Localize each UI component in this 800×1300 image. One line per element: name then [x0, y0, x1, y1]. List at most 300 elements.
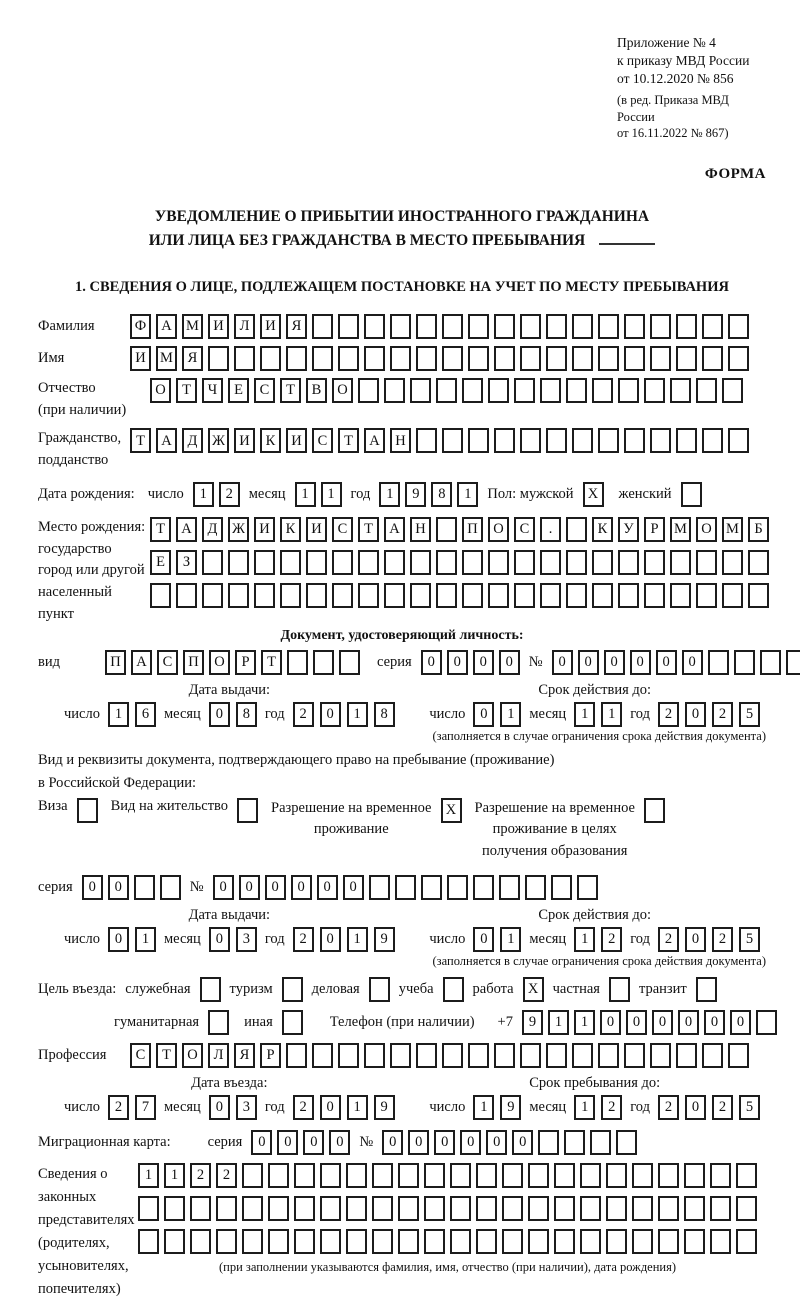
- form-cell[interactable]: [254, 550, 275, 575]
- form-cell[interactable]: 0: [678, 1010, 699, 1035]
- form-cell[interactable]: 2: [293, 1095, 314, 1120]
- form-cell[interactable]: 0: [209, 702, 230, 727]
- form-cell[interactable]: [369, 875, 390, 900]
- form-cell[interactable]: 1: [574, 927, 595, 952]
- form-cell[interactable]: [282, 1010, 303, 1035]
- form-cell[interactable]: Т: [130, 428, 151, 453]
- form-cell[interactable]: Ж: [228, 517, 249, 542]
- form-cell[interactable]: 0: [209, 1095, 230, 1120]
- form-cell[interactable]: [618, 550, 639, 575]
- form-cell[interactable]: И: [208, 314, 229, 339]
- form-cell[interactable]: У: [618, 517, 639, 542]
- form-cell[interactable]: [306, 550, 327, 575]
- form-cell[interactable]: И: [130, 346, 151, 371]
- form-cell[interactable]: 9: [405, 482, 426, 507]
- form-cell[interactable]: [670, 378, 691, 403]
- form-cell[interactable]: X: [523, 977, 544, 1002]
- form-cell[interactable]: [702, 346, 723, 371]
- form-cell[interactable]: 2: [658, 1095, 679, 1120]
- form-cell[interactable]: [632, 1163, 653, 1188]
- form-cell[interactable]: 0: [473, 702, 494, 727]
- form-cell[interactable]: [538, 1130, 559, 1155]
- form-cell[interactable]: [410, 583, 431, 608]
- form-cell[interactable]: [650, 314, 671, 339]
- form-cell[interactable]: 0: [320, 702, 341, 727]
- form-cell[interactable]: [442, 428, 463, 453]
- form-cell[interactable]: 7: [135, 1095, 156, 1120]
- form-cell[interactable]: [696, 550, 717, 575]
- form-cell[interactable]: [658, 1229, 679, 1254]
- purpose-official-checkbox[interactable]: [200, 977, 221, 1002]
- form-cell[interactable]: [494, 314, 515, 339]
- form-cell[interactable]: 0: [486, 1130, 507, 1155]
- form-cell[interactable]: [372, 1163, 393, 1188]
- form-cell[interactable]: [312, 314, 333, 339]
- form-cell[interactable]: 0: [277, 1130, 298, 1155]
- form-cell[interactable]: О: [696, 517, 717, 542]
- form-cell[interactable]: [228, 583, 249, 608]
- form-cell[interactable]: [369, 977, 390, 1002]
- form-cell[interactable]: [416, 346, 437, 371]
- form-cell[interactable]: 0: [317, 875, 338, 900]
- form-cell[interactable]: Т: [261, 650, 282, 675]
- form-cell[interactable]: С: [514, 517, 535, 542]
- form-cell[interactable]: [722, 583, 743, 608]
- form-cell[interactable]: М: [670, 517, 691, 542]
- form-cell[interactable]: [473, 875, 494, 900]
- form-cell[interactable]: [384, 583, 405, 608]
- form-cell[interactable]: [540, 378, 561, 403]
- form-cell[interactable]: [77, 798, 98, 823]
- form-cell[interactable]: Е: [150, 550, 171, 575]
- form-cell[interactable]: [598, 428, 619, 453]
- form-cell[interactable]: [398, 1196, 419, 1221]
- form-cell[interactable]: Д: [182, 428, 203, 453]
- form-cell[interactable]: [606, 1163, 627, 1188]
- form-cell[interactable]: [624, 1043, 645, 1068]
- form-cell[interactable]: X: [441, 798, 462, 823]
- form-cell[interactable]: [618, 378, 639, 403]
- form-cell[interactable]: [580, 1163, 601, 1188]
- form-cell[interactable]: [476, 1229, 497, 1254]
- form-cell[interactable]: 9: [500, 1095, 521, 1120]
- form-cell[interactable]: [592, 583, 613, 608]
- form-cell[interactable]: [160, 875, 181, 900]
- form-cell[interactable]: [202, 550, 223, 575]
- form-cell[interactable]: [468, 346, 489, 371]
- form-cell[interactable]: 1: [379, 482, 400, 507]
- form-cell[interactable]: [488, 550, 509, 575]
- form-cell[interactable]: [294, 1229, 315, 1254]
- edu-permit-checkbox[interactable]: [644, 798, 665, 823]
- form-cell[interactable]: [644, 550, 665, 575]
- form-cell[interactable]: Я: [234, 1043, 255, 1068]
- form-cell[interactable]: 1: [574, 1095, 595, 1120]
- form-cell[interactable]: 2: [216, 1163, 237, 1188]
- form-cell[interactable]: [338, 1043, 359, 1068]
- form-cell[interactable]: [514, 550, 535, 575]
- form-cell[interactable]: [644, 798, 665, 823]
- form-cell[interactable]: Р: [644, 517, 665, 542]
- form-cell[interactable]: Р: [260, 1043, 281, 1068]
- form-cell[interactable]: [468, 1043, 489, 1068]
- form-cell[interactable]: [722, 378, 743, 403]
- form-cell[interactable]: [566, 583, 587, 608]
- form-cell[interactable]: 1: [347, 702, 368, 727]
- form-cell[interactable]: 0: [251, 1130, 272, 1155]
- form-cell[interactable]: 0: [434, 1130, 455, 1155]
- form-cell[interactable]: Л: [234, 314, 255, 339]
- form-cell[interactable]: [722, 550, 743, 575]
- form-cell[interactable]: [280, 550, 301, 575]
- form-cell[interactable]: И: [306, 517, 327, 542]
- form-cell[interactable]: [728, 1043, 749, 1068]
- form-cell[interactable]: [294, 1196, 315, 1221]
- form-cell[interactable]: [462, 550, 483, 575]
- form-cell[interactable]: [416, 428, 437, 453]
- form-cell[interactable]: 0: [82, 875, 103, 900]
- form-cell[interactable]: 0: [213, 875, 234, 900]
- form-cell[interactable]: К: [280, 517, 301, 542]
- form-cell[interactable]: М: [722, 517, 743, 542]
- form-cell[interactable]: 0: [578, 650, 599, 675]
- form-cell[interactable]: 5: [739, 702, 760, 727]
- form-cell[interactable]: 0: [600, 1010, 621, 1035]
- form-cell[interactable]: [372, 1229, 393, 1254]
- form-cell[interactable]: 0: [108, 875, 129, 900]
- form-cell[interactable]: [566, 517, 587, 542]
- form-cell[interactable]: Ч: [202, 378, 223, 403]
- form-cell[interactable]: [708, 650, 729, 675]
- form-cell[interactable]: [528, 1163, 549, 1188]
- form-cell[interactable]: 2: [601, 1095, 622, 1120]
- form-cell[interactable]: 0: [239, 875, 260, 900]
- form-cell[interactable]: В: [306, 378, 327, 403]
- form-cell[interactable]: 1: [500, 927, 521, 952]
- form-cell[interactable]: 9: [374, 927, 395, 952]
- form-cell[interactable]: [572, 346, 593, 371]
- form-cell[interactable]: [598, 314, 619, 339]
- form-cell[interactable]: [268, 1163, 289, 1188]
- form-cell[interactable]: [554, 1196, 575, 1221]
- form-cell[interactable]: [590, 1130, 611, 1155]
- form-cell[interactable]: Р: [235, 650, 256, 675]
- form-cell[interactable]: 3: [236, 1095, 257, 1120]
- form-cell[interactable]: А: [156, 314, 177, 339]
- form-cell[interactable]: [734, 650, 755, 675]
- form-cell[interactable]: [468, 428, 489, 453]
- form-cell[interactable]: 1: [321, 482, 342, 507]
- form-cell[interactable]: [710, 1163, 731, 1188]
- form-cell[interactable]: [494, 428, 515, 453]
- form-cell[interactable]: Ф: [130, 314, 151, 339]
- form-cell[interactable]: [566, 550, 587, 575]
- form-cell[interactable]: [436, 517, 457, 542]
- form-cell[interactable]: Т: [176, 378, 197, 403]
- form-cell[interactable]: [756, 1010, 777, 1035]
- form-cell[interactable]: 0: [320, 927, 341, 952]
- form-cell[interactable]: [462, 378, 483, 403]
- form-cell[interactable]: 0: [626, 1010, 647, 1035]
- form-cell[interactable]: 1: [500, 702, 521, 727]
- form-cell[interactable]: [514, 583, 535, 608]
- form-cell[interactable]: 1: [601, 702, 622, 727]
- form-cell[interactable]: Д: [202, 517, 223, 542]
- form-cell[interactable]: [287, 650, 308, 675]
- form-cell[interactable]: С: [332, 517, 353, 542]
- form-cell[interactable]: [696, 583, 717, 608]
- form-cell[interactable]: 0: [630, 650, 651, 675]
- form-cell[interactable]: [528, 1196, 549, 1221]
- form-cell[interactable]: [546, 346, 567, 371]
- form-cell[interactable]: [676, 346, 697, 371]
- form-cell[interactable]: 0: [408, 1130, 429, 1155]
- form-cell[interactable]: С: [130, 1043, 151, 1068]
- form-cell[interactable]: [384, 550, 405, 575]
- form-cell[interactable]: 0: [604, 650, 625, 675]
- form-cell[interactable]: [546, 428, 567, 453]
- form-cell[interactable]: [312, 1043, 333, 1068]
- form-cell[interactable]: З: [176, 550, 197, 575]
- form-cell[interactable]: 1: [347, 927, 368, 952]
- form-cell[interactable]: [676, 1043, 697, 1068]
- form-cell[interactable]: Я: [286, 314, 307, 339]
- form-cell[interactable]: [624, 428, 645, 453]
- form-cell[interactable]: [364, 1043, 385, 1068]
- form-cell[interactable]: 2: [293, 927, 314, 952]
- form-cell[interactable]: [164, 1196, 185, 1221]
- form-cell[interactable]: [390, 314, 411, 339]
- form-cell[interactable]: [736, 1229, 757, 1254]
- form-cell[interactable]: 0: [473, 650, 494, 675]
- form-cell[interactable]: [424, 1196, 445, 1221]
- form-cell[interactable]: [702, 314, 723, 339]
- form-cell[interactable]: [462, 583, 483, 608]
- form-cell[interactable]: [644, 378, 665, 403]
- form-cell[interactable]: [554, 1163, 575, 1188]
- form-cell[interactable]: [760, 650, 781, 675]
- form-cell[interactable]: 5: [739, 927, 760, 952]
- form-cell[interactable]: [450, 1196, 471, 1221]
- form-cell[interactable]: И: [286, 428, 307, 453]
- form-cell[interactable]: [572, 314, 593, 339]
- form-cell[interactable]: [332, 550, 353, 575]
- purpose-tourism-checkbox[interactable]: [282, 977, 303, 1002]
- form-cell[interactable]: [696, 977, 717, 1002]
- form-cell[interactable]: [502, 1163, 523, 1188]
- form-cell[interactable]: 2: [712, 702, 733, 727]
- form-cell[interactable]: [514, 378, 535, 403]
- form-cell[interactable]: 0: [499, 650, 520, 675]
- form-cell[interactable]: 8: [236, 702, 257, 727]
- form-cell[interactable]: [384, 378, 405, 403]
- form-cell[interactable]: [609, 977, 630, 1002]
- form-cell[interactable]: К: [592, 517, 613, 542]
- form-cell[interactable]: [528, 1229, 549, 1254]
- form-cell[interactable]: 0: [108, 927, 129, 952]
- form-cell[interactable]: [390, 1043, 411, 1068]
- form-cell[interactable]: Е: [228, 378, 249, 403]
- form-cell[interactable]: 1: [138, 1163, 159, 1188]
- form-cell[interactable]: 2: [108, 1095, 129, 1120]
- form-cell[interactable]: X: [583, 482, 604, 507]
- form-cell[interactable]: [616, 1130, 637, 1155]
- form-cell[interactable]: [338, 314, 359, 339]
- form-cell[interactable]: 0: [320, 1095, 341, 1120]
- form-cell[interactable]: А: [156, 428, 177, 453]
- form-cell[interactable]: [728, 428, 749, 453]
- form-cell[interactable]: Т: [150, 517, 171, 542]
- form-cell[interactable]: 9: [374, 1095, 395, 1120]
- form-cell[interactable]: [696, 378, 717, 403]
- form-cell[interactable]: Я: [182, 346, 203, 371]
- form-cell[interactable]: 1: [347, 1095, 368, 1120]
- form-cell[interactable]: [312, 346, 333, 371]
- form-cell[interactable]: 1: [164, 1163, 185, 1188]
- form-cell[interactable]: [234, 346, 255, 371]
- form-cell[interactable]: [676, 428, 697, 453]
- form-cell[interactable]: [598, 346, 619, 371]
- form-cell[interactable]: [164, 1229, 185, 1254]
- form-cell[interactable]: [520, 1043, 541, 1068]
- purpose-other-checkbox[interactable]: [282, 1010, 303, 1035]
- form-cell[interactable]: [398, 1163, 419, 1188]
- form-cell[interactable]: [416, 1043, 437, 1068]
- form-cell[interactable]: [442, 314, 463, 339]
- form-cell[interactable]: [242, 1196, 263, 1221]
- form-cell[interactable]: [488, 378, 509, 403]
- form-cell[interactable]: [551, 875, 572, 900]
- form-cell[interactable]: [546, 1043, 567, 1068]
- form-cell[interactable]: Т: [280, 378, 301, 403]
- form-cell[interactable]: [702, 428, 723, 453]
- form-cell[interactable]: 9: [522, 1010, 543, 1035]
- form-cell[interactable]: [632, 1229, 653, 1254]
- form-cell[interactable]: [520, 314, 541, 339]
- form-cell[interactable]: А: [364, 428, 385, 453]
- form-cell[interactable]: [650, 346, 671, 371]
- form-cell[interactable]: [436, 583, 457, 608]
- form-cell[interactable]: Н: [390, 428, 411, 453]
- sex-male-checkbox[interactable]: [583, 482, 604, 507]
- form-cell[interactable]: 0: [552, 650, 573, 675]
- form-cell[interactable]: 1: [135, 927, 156, 952]
- form-cell[interactable]: [208, 346, 229, 371]
- form-cell[interactable]: Т: [156, 1043, 177, 1068]
- form-cell[interactable]: 0: [512, 1130, 533, 1155]
- form-cell[interactable]: 0: [685, 927, 706, 952]
- form-cell[interactable]: 2: [712, 1095, 733, 1120]
- form-cell[interactable]: П: [105, 650, 126, 675]
- form-cell[interactable]: 6: [135, 702, 156, 727]
- form-cell[interactable]: 2: [219, 482, 240, 507]
- form-cell[interactable]: 0: [382, 1130, 403, 1155]
- form-cell[interactable]: [499, 875, 520, 900]
- temp-permit-checkbox[interactable]: [441, 798, 462, 823]
- purpose-transit-checkbox[interactable]: [696, 977, 717, 1002]
- form-cell[interactable]: [436, 378, 457, 403]
- form-cell[interactable]: 8: [431, 482, 452, 507]
- form-cell[interactable]: [202, 583, 223, 608]
- form-cell[interactable]: [710, 1229, 731, 1254]
- form-cell[interactable]: [618, 583, 639, 608]
- form-cell[interactable]: [476, 1196, 497, 1221]
- form-cell[interactable]: 2: [658, 702, 679, 727]
- form-cell[interactable]: [294, 1163, 315, 1188]
- form-cell[interactable]: 0: [685, 702, 706, 727]
- form-cell[interactable]: [624, 346, 645, 371]
- form-cell[interactable]: А: [384, 517, 405, 542]
- form-cell[interactable]: 0: [460, 1130, 481, 1155]
- form-cell[interactable]: [424, 1163, 445, 1188]
- form-cell[interactable]: [346, 1163, 367, 1188]
- residence-permit-checkbox[interactable]: [237, 798, 258, 823]
- form-cell[interactable]: [540, 583, 561, 608]
- form-cell[interactable]: Т: [338, 428, 359, 453]
- form-cell[interactable]: [786, 650, 800, 675]
- form-cell[interactable]: [606, 1196, 627, 1221]
- form-cell[interactable]: И: [260, 314, 281, 339]
- form-cell[interactable]: Ж: [208, 428, 229, 453]
- visa-checkbox[interactable]: [77, 798, 98, 823]
- form-cell[interactable]: [443, 977, 464, 1002]
- form-cell[interactable]: 0: [730, 1010, 751, 1035]
- form-cell[interactable]: [502, 1196, 523, 1221]
- form-cell[interactable]: О: [488, 517, 509, 542]
- form-cell[interactable]: [450, 1229, 471, 1254]
- form-cell[interactable]: 8: [374, 702, 395, 727]
- form-cell[interactable]: .: [540, 517, 561, 542]
- form-cell[interactable]: [395, 875, 416, 900]
- form-cell[interactable]: 0: [682, 650, 703, 675]
- form-cell[interactable]: И: [234, 428, 255, 453]
- form-cell[interactable]: [410, 550, 431, 575]
- form-cell[interactable]: [286, 1043, 307, 1068]
- form-cell[interactable]: 1: [108, 702, 129, 727]
- form-cell[interactable]: [676, 314, 697, 339]
- form-cell[interactable]: О: [209, 650, 230, 675]
- form-cell[interactable]: 0: [209, 927, 230, 952]
- form-cell[interactable]: [684, 1163, 705, 1188]
- form-cell[interactable]: 0: [303, 1130, 324, 1155]
- form-cell[interactable]: О: [182, 1043, 203, 1068]
- form-cell[interactable]: [398, 1229, 419, 1254]
- form-cell[interactable]: 1: [457, 482, 478, 507]
- form-cell[interactable]: [358, 583, 379, 608]
- form-cell[interactable]: [494, 1043, 515, 1068]
- form-cell[interactable]: 1: [193, 482, 214, 507]
- form-cell[interactable]: А: [131, 650, 152, 675]
- form-cell[interactable]: [736, 1163, 757, 1188]
- form-cell[interactable]: [346, 1229, 367, 1254]
- form-cell[interactable]: [254, 583, 275, 608]
- form-cell[interactable]: [208, 1010, 229, 1035]
- form-cell[interactable]: [468, 314, 489, 339]
- form-cell[interactable]: С: [157, 650, 178, 675]
- form-cell[interactable]: [736, 1196, 757, 1221]
- form-cell[interactable]: [684, 1196, 705, 1221]
- form-cell[interactable]: [580, 1196, 601, 1221]
- form-cell[interactable]: [748, 583, 769, 608]
- form-cell[interactable]: [710, 1196, 731, 1221]
- form-cell[interactable]: [670, 550, 691, 575]
- form-cell[interactable]: [320, 1163, 341, 1188]
- purpose-humanitarian-checkbox[interactable]: [208, 1010, 229, 1035]
- form-cell[interactable]: 0: [329, 1130, 350, 1155]
- form-cell[interactable]: [364, 346, 385, 371]
- form-cell[interactable]: [450, 1163, 471, 1188]
- form-cell[interactable]: 0: [704, 1010, 725, 1035]
